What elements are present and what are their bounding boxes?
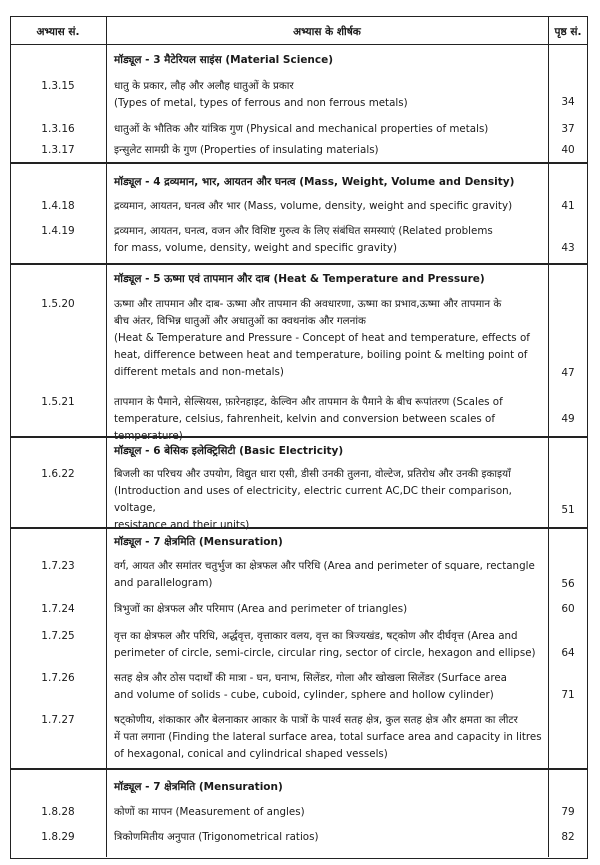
desc-line: (Heat & Temperature and Pressure - Concept of heat and temperature, effects of xyxy=(114,332,530,344)
exercise-number: 1.7.23 xyxy=(41,560,75,572)
page-number: 34 xyxy=(561,96,575,108)
desc-line: temperature, celsius, fahrenheit, kelvin and conversion between scales of temperature) xyxy=(114,413,495,442)
page-number: 79 xyxy=(561,806,575,818)
desc-line: धातु के प्रकार, लौह और अलौह धातुओं के प्रकार xyxy=(114,80,294,92)
exercise-number: 1.7.25 xyxy=(41,630,75,642)
desc-line: of hexagonal, conical and cylindrical shaped vessels) xyxy=(114,748,388,760)
desc-line: बीच अंतर, विभिन्न धातुओं और अधातुओं का क्वथनांक और गलनांक xyxy=(114,315,366,327)
exercise-number: 1.3.17 xyxy=(41,144,75,156)
exercise-description xyxy=(114,829,544,846)
contents-table xyxy=(10,16,588,859)
exercise-number: 1.4.19 xyxy=(41,225,75,237)
section-title: मॉड्यूल - 4 द्रव्यमान, भार, आयतन और घनत्व (Mass, Weight, Volume and Density) xyxy=(114,176,515,188)
page-number: 82 xyxy=(561,831,575,843)
desc-line: इन्सुलेट सामग्री के गुण (Properties of insulating materials) xyxy=(114,144,379,156)
desc-line: different metals and non-metals) xyxy=(114,366,284,378)
desc-line: perimeter of circle, semi-circle, circular ring, sector of circle, hexagon and ellipse) xyxy=(114,647,536,659)
exercise-number: 1.7.27 xyxy=(41,714,75,726)
desc-line: द्रव्यमान, आयतन, घनत्व और भार (Mass, volume, density, weight and specific gravity) xyxy=(114,200,513,212)
page-number: 56 xyxy=(561,578,575,590)
desc-line: द्रव्यमान, आयतन, घनत्व, वजन और विशिष्ट गुरुत्व के लिए संबंधित समस्याएं (Related problems xyxy=(114,225,493,237)
desc-line: heat, difference between heat and temperature, boiling point & melting point of xyxy=(114,349,528,361)
desc-line: सतह क्षेत्र और ठोस पदार्थों की मात्रा - घन, घनाभ, सिलेंडर, गोला और खोखला सिलेंडर (Surface area xyxy=(114,672,507,684)
section-title: मॉड्यूल - 7 क्षेत्रमिति (Mensuration) xyxy=(114,781,283,793)
page-number: 43 xyxy=(561,242,575,254)
section-divider xyxy=(10,436,587,438)
page-number: 40 xyxy=(561,144,575,156)
exercise-number: 1.8.28 xyxy=(41,806,75,818)
exercise-description xyxy=(114,601,544,618)
exercise-number: 1.7.24 xyxy=(41,603,75,615)
header-number: अभ्यास सं. xyxy=(36,26,80,38)
desc-line: त्रिकोणमितीय अनुपात (Trigonometrical ratios) xyxy=(114,831,319,843)
page-number: 51 xyxy=(561,504,575,516)
exercise-description xyxy=(114,558,544,592)
desc-line: कोणों का मापन (Measurement of angles) xyxy=(114,806,305,818)
desc-line: (Introduction and uses of electricity, electric current AC,DC their comparison, voltage, xyxy=(114,485,512,514)
exercise-number: 1.5.21 xyxy=(41,396,75,408)
page-number: 64 xyxy=(561,647,575,659)
desc-line: for mass, volume, density, weight and specific gravity) xyxy=(114,242,398,254)
section-title: मॉड्यूल - 6 बेसिक इलेक्ट्रिसिटी (Basic Electricity) xyxy=(114,445,344,457)
exercise-description xyxy=(114,466,544,534)
desc-line: and volume of solids - cube, cuboid, cylinder, sphere and hollow cylinder) xyxy=(114,689,494,701)
desc-line: धातुओं के भौतिक और यांत्रिक गुण (Physical and mechanical properties of metals) xyxy=(114,123,489,135)
exercise-number: 1.3.15 xyxy=(41,80,75,92)
page-number: 49 xyxy=(561,413,575,425)
desc-line: तापमान के पैमाने, सेल्सियस, फ़ारेनहाइट, केल्विन और तापमान के पैमाने के बीच रूपांतरण (Scales of xyxy=(114,396,503,408)
header-divider xyxy=(10,44,587,45)
desc-line: बिजली का परिचय और उपयोग, विद्युत धारा एसी, डीसी उनकी तुलना, वोल्टेज, प्रतिरोध और उनकी इकाइयाँ xyxy=(114,468,511,480)
section-title: मॉड्यूल - 5 ऊष्मा एवं तापमान और दाब (Heat & Temperature and Pressure) xyxy=(114,273,485,285)
exercise-description xyxy=(114,804,544,821)
section-title: मॉड्यूल - 3 मैटेरियल साइंस (Material Science) xyxy=(114,54,334,66)
exercise-description xyxy=(114,296,544,381)
section-title: मॉड्यूल - 7 क्षेत्रमिति (Mensuration) xyxy=(114,536,283,548)
page-number: 60 xyxy=(561,603,575,615)
exercise-description xyxy=(114,712,544,763)
exercise-number: 1.7.26 xyxy=(41,672,75,684)
exercise-description xyxy=(114,670,544,704)
exercise-description xyxy=(114,142,544,159)
desc-line: and parallelogram) xyxy=(114,577,213,589)
desc-line: वृत्त का क्षेत्रफल और परिधि, अर्द्धवृत्त, वृत्ताकार वलय, वृत्त का त्रिज्यखंड, षट्कोण और दीर्घवृत्त (Area and xyxy=(114,630,518,642)
exercise-description xyxy=(114,78,544,112)
section-divider xyxy=(10,162,587,164)
page-number: 37 xyxy=(561,123,575,135)
exercise-number: 1.5.20 xyxy=(41,298,75,310)
section-divider xyxy=(10,527,587,529)
exercise-number: 1.8.29 xyxy=(41,831,75,843)
exercise-number: 1.4.18 xyxy=(41,200,75,212)
section-divider xyxy=(10,768,587,770)
exercise-number: 1.6.22 xyxy=(41,468,75,480)
page-number: 71 xyxy=(561,689,575,701)
exercise-number: 1.3.16 xyxy=(41,123,75,135)
exercise-description xyxy=(114,223,544,257)
header-page: पृष्ठ सं. xyxy=(554,26,582,38)
page-number: 47 xyxy=(561,367,575,379)
desc-line: ऊष्मा और तापमान और दाब- ऊष्मा और तापमान की अवधारणा, ऊष्मा का प्रभाव,ऊष्मा और तापमान के xyxy=(114,298,502,310)
desc-line: त्रिभुजों का क्षेत्रफल और परिमाप (Area and perimeter of triangles) xyxy=(114,603,408,615)
exercise-description xyxy=(114,628,544,662)
header-title: अभ्यास के शीर्षक xyxy=(293,26,361,38)
desc-line: resistance and their units) xyxy=(114,519,250,531)
desc-line: में पता लगाना (Finding the lateral surface area, total surface area and capacity in litres xyxy=(114,731,542,743)
section-divider xyxy=(10,263,587,265)
exercise-description xyxy=(114,198,544,215)
exercise-description xyxy=(114,121,544,138)
desc-line: (Types of metal, types of ferrous and non ferrous metals) xyxy=(114,97,408,109)
desc-line: षट्कोणीय, शंकाकार और बेलनाकार आकार के पात्रों के पार्श्व सतह क्षेत्र, कुल सतह क्षेत्र और क्षमता का लीटर xyxy=(114,714,518,726)
page-number: 41 xyxy=(561,200,575,212)
desc-line: वर्ग, आयत और समांतर चतुर्भुज का क्षेत्रफल और परिधि (Area and perimeter of square, rectangle xyxy=(114,560,535,572)
